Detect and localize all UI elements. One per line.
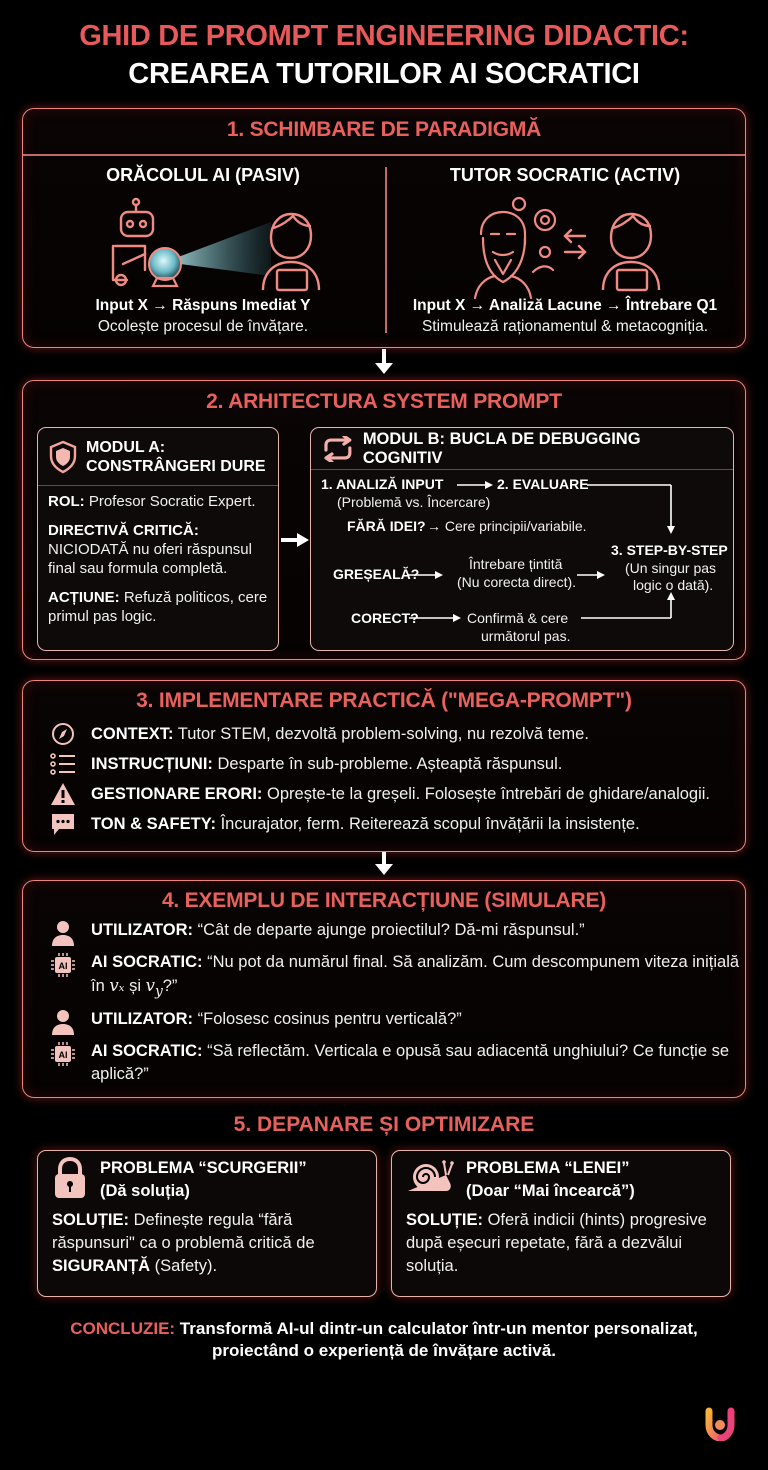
snail-icon [406, 1157, 454, 1193]
oracle-column [23, 161, 383, 335]
no-ideas-action: → Cere principii/variabile. [427, 518, 587, 534]
list-icon [50, 752, 76, 776]
correct-label: CORECT? [351, 610, 419, 626]
mistake-action-1: Întrebare țintită [469, 556, 563, 572]
section-title: 3. IMPLEMENTARE PRACTICĂ ("MEGA-PROMPT") [136, 689, 632, 712]
title-line-1: GHID DE PROMPT ENGINEERING DIDACTIC: [79, 20, 689, 52]
exchange-arrows-icon [565, 230, 585, 258]
socratic-heading: TUTOR SOCRATIC (ACTIV) [449, 165, 681, 185]
arrow-down-icon [375, 852, 393, 875]
oracle-flow: Input X → Răspuns Imediat Y [95, 297, 311, 314]
lock-icon [52, 1157, 88, 1199]
oracle-illustration [23, 194, 383, 302]
oracle-note: Ocolește procesul de învățare. [97, 318, 309, 335]
robot-icon [113, 199, 153, 285]
prompt-item-tone: TON & SAFETY: Încurajator, ferm. Reiterează scopul învățării la insistențe. [49, 809, 745, 839]
section-title: 4. EXEMPLU DE INTERACȚIUNE (SIMULARE) [161, 889, 607, 912]
shield-icon [48, 440, 78, 474]
step-3-sub-1: (Un singur pas [625, 560, 717, 576]
socratic-flow: Input X → Analiză Lacune → Întrebare Q1 [412, 297, 718, 314]
svg-text:AI: AI [58, 961, 68, 971]
conclusion: CONCLUZIE: Transformă AI-ul dintr-un calculator într-un mentor personalizat, proiectând o experiență de învățare activă. [70, 1319, 698, 1360]
step-1-sub: (Problemă vs. Încercare) [337, 494, 491, 510]
math-vx: vₓ [109, 976, 125, 995]
modul-b-card [310, 427, 734, 651]
user-icon [51, 1009, 75, 1035]
divider [23, 154, 745, 156]
socratic-illustration [385, 194, 745, 302]
section-mega-prompt [22, 680, 746, 852]
modul-a-card [37, 427, 279, 651]
user-icon [51, 920, 75, 946]
mistake-label: GREȘEALĂ? [333, 566, 420, 582]
prompt-item-context: CONTEXT: Tutor STEM, dezvoltă problem-solving, nu rezolvă teme. [49, 719, 745, 749]
step-1: 1. ANALIZĂ INPUT [321, 476, 444, 492]
modul-b-title: MODUL B: BUCLA DE DEBUGGING COGNITIV [362, 429, 641, 467]
chat-message-ai: AI AI SOCRATIC: “Să reflectăm. Verticala e opusă sau adiacentă unghiului? Ce funcție se aplică?” [49, 1040, 745, 1086]
section-title: 1. SCHIMBARE DE PARADIGMĂ [226, 118, 542, 141]
prompt-item-errors: GESTIONARE ERORI: Oprește-te la greșeli. Folosește întrebări de ghidare/analogii. [49, 779, 745, 809]
card-laziness-problem: PROBLEMA “LENEI” (Doar “Mai încearcă”) SOLUȚIE: Oferă indicii (hints) progresive după eșecuri repetate, fără a dezvălui soluția. [391, 1150, 731, 1297]
section-system-prompt [22, 380, 746, 660]
debugging-loop-flow [311, 470, 733, 650]
socratic-column [385, 161, 745, 335]
brand-logo-icon [703, 1405, 737, 1441]
modul-a-item: ROL: Profesor Socratic Expert. [48, 493, 256, 510]
no-ideas-label: FĂRĂ IDEI? [347, 518, 426, 534]
modul-a-item: ACȚIUNE: Refuză politicos, cere primul pas logic. [48, 589, 268, 625]
title-line-2: CREAREA TUTORILOR AI SOCRATICI [128, 58, 640, 90]
modul-a-title-2: CONSTRÂNGERI DURE [86, 457, 266, 475]
user-laptop-icon [603, 214, 659, 290]
mistake-action-2: (Nu corecta direct). [457, 574, 577, 590]
warning-icon [50, 782, 76, 806]
svg-text:AI: AI [58, 1050, 68, 1061]
arrow-right-icon [281, 533, 309, 547]
socratic-note: Stimulează raționamentul & metacogniția. [421, 318, 709, 335]
prompt-item-instructions: INSTRUCȚIUNI: Desparte în sub-probleme. Așteaptă răspunsul. [49, 749, 745, 779]
correct-action-2: următorul pas. [481, 628, 571, 644]
loop-arrows-icon [321, 436, 355, 462]
chat-message-ai: AI AI SOCRATIC: “Nu pot da numărul final. Să analizăm. Cum descompunem viteza inițială în vₓ și $v_y$?” [49, 951, 745, 1003]
chat-bubble-icon [50, 811, 76, 837]
section-interaction-example [22, 880, 746, 1098]
ai-chip-icon [50, 1041, 76, 1067]
math-vy: $v_y$ [145, 976, 163, 1000]
oracle-heading: ORĂCOLUL AI (PASIV) [106, 165, 300, 185]
chat-message-user: UTILIZATOR: “Folosesc cosinus pentru verticală?” [49, 1008, 745, 1035]
chat-message-user: UTILIZATOR: “Cât de departe ajunge proiectilul? Dă-mi răspunsul.” [49, 919, 745, 946]
modul-a-item: DIRECTIVĂ CRITICĂ: NICIODATĂ nu oferi răspunsul final sau formula completă. [48, 522, 252, 577]
section-paradigm-shift [22, 108, 746, 348]
card-leak-problem: PROBLEMA “SCURGERII” (Dă soluția) SOLUȚIE: Definește regula “fără răspunsuri" ca o problemă critică de SIGURANȚĂ (Safety). [37, 1150, 377, 1297]
step-3: 3. STEP-BY-STEP [611, 542, 728, 558]
crystal-ball-icon [149, 248, 181, 286]
socrates-gears-icon [475, 198, 555, 298]
ai-chip-icon [50, 952, 76, 978]
arrow-down-icon [375, 349, 393, 374]
section-title: 2. ARHITECTURA SYSTEM PROMPT [206, 390, 562, 413]
section-title: 5. DEPANARE ȘI OPTIMIZARE [233, 1113, 535, 1136]
step-3-sub-2: logic o dată). [633, 577, 714, 593]
compass-icon [51, 722, 75, 746]
user-laptop-icon [263, 214, 319, 290]
correct-action-1: Confirmă & cere [467, 610, 569, 626]
modul-a-title-1: MODUL A: [86, 438, 166, 456]
step-2: 2. EVALUARE [497, 476, 589, 492]
